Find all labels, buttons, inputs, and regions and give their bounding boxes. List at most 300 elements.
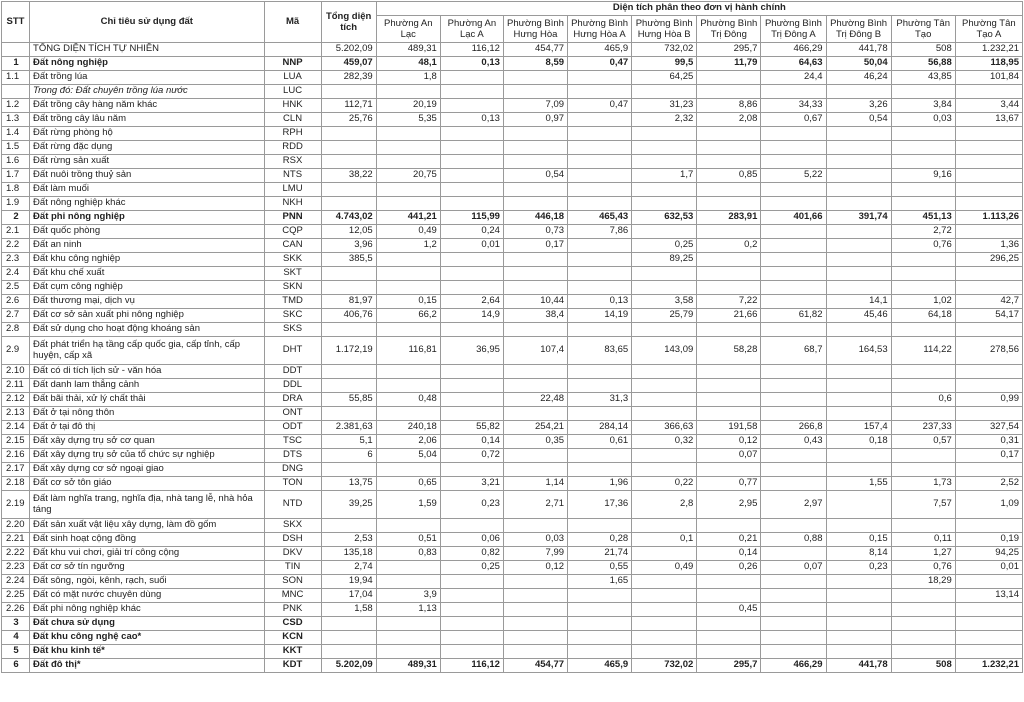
row-ward-value: 64,25	[632, 71, 697, 85]
row-ward-value	[761, 155, 826, 169]
row-ward-value: 454,77	[503, 659, 567, 673]
row-stt: 2	[2, 211, 30, 225]
row-ward-value	[503, 603, 567, 617]
row-ward-value	[632, 393, 697, 407]
row-ward-value: 61,82	[761, 309, 826, 323]
row-ward-value: 0,31	[955, 435, 1022, 449]
row-ward-value	[632, 631, 697, 645]
row-ward-value: 8,14	[826, 547, 891, 561]
row-ward-value	[697, 183, 761, 197]
row-ward-value: 45,46	[826, 309, 891, 323]
row-ward-value: 0,17	[955, 449, 1022, 463]
row-code: DTS	[264, 449, 321, 463]
row-ward-value	[376, 267, 440, 281]
row-code	[264, 43, 321, 57]
table-row	[2, 617, 1023, 631]
row-name: Đất rừng phòng hộ	[30, 127, 264, 141]
row-total: 1.172,19	[321, 337, 376, 365]
table-row	[2, 99, 1023, 113]
row-ward-value: 327,54	[955, 421, 1022, 435]
row-ward-value: 0,73	[503, 225, 567, 239]
row-ward-value: 143,09	[632, 337, 697, 365]
row-ward-value: 8,59	[503, 57, 567, 71]
row-ward-value: 296,25	[955, 253, 1022, 267]
row-ward-value	[761, 631, 826, 645]
row-total	[321, 463, 376, 477]
row-ward-value: 2,64	[440, 295, 503, 309]
row-total: 17,04	[321, 589, 376, 603]
row-code: DRA	[264, 393, 321, 407]
row-ward-value: 1,73	[891, 477, 955, 491]
row-ward-value	[761, 281, 826, 295]
row-ward-value: 0,18	[826, 435, 891, 449]
row-ward-value	[826, 617, 891, 631]
row-ward-value	[955, 631, 1022, 645]
row-code: LMU	[264, 183, 321, 197]
row-name: Đất cơ sở tín ngưỡng	[30, 561, 264, 575]
row-ward-value	[632, 267, 697, 281]
row-stt: 2.25	[2, 589, 30, 603]
header-ward: Phường Bình Trị Đông	[697, 16, 761, 43]
row-ward-value	[440, 463, 503, 477]
row-stt: 2.1	[2, 225, 30, 239]
row-ward-value: 64,18	[891, 309, 955, 323]
row-ward-value: 1,36	[955, 239, 1022, 253]
row-code: NTS	[264, 169, 321, 183]
row-ward-value: 0,23	[826, 561, 891, 575]
row-stt: 1.6	[2, 155, 30, 169]
row-ward-value: 2,52	[955, 477, 1022, 491]
row-ward-value	[503, 449, 567, 463]
table-row	[2, 407, 1023, 421]
row-ward-value	[826, 127, 891, 141]
row-total	[321, 197, 376, 211]
header-ward: Phường Tân Tạo	[891, 16, 955, 43]
row-ward-value	[376, 365, 440, 379]
row-ward-value: 17,36	[568, 491, 632, 519]
row-ward-value: 83,65	[568, 337, 632, 365]
row-total	[321, 127, 376, 141]
row-ward-value	[440, 617, 503, 631]
row-code: ONT	[264, 407, 321, 421]
row-ward-value: 0,14	[697, 547, 761, 561]
row-ward-value	[440, 645, 503, 659]
row-code: DNG	[264, 463, 321, 477]
row-stt: 4	[2, 631, 30, 645]
row-ward-value: 0,06	[440, 533, 503, 547]
row-total	[321, 519, 376, 533]
row-ward-value: 11,79	[697, 57, 761, 71]
table-row	[2, 645, 1023, 659]
row-ward-value	[697, 141, 761, 155]
row-stt: 1.1	[2, 71, 30, 85]
row-stt: 2.19	[2, 491, 30, 519]
row-ward-value: 5,22	[761, 169, 826, 183]
row-ward-value	[632, 519, 697, 533]
row-stt: 2.5	[2, 281, 30, 295]
table-row	[2, 225, 1023, 239]
row-stt: 1.8	[2, 183, 30, 197]
row-code: NTD	[264, 491, 321, 519]
row-stt: 2.23	[2, 561, 30, 575]
row-ward-value	[891, 323, 955, 337]
row-ward-value	[568, 645, 632, 659]
row-ward-value: 0,88	[761, 533, 826, 547]
header-ward: Phường Bình Hưng Hòa B	[632, 16, 697, 43]
row-ward-value: 1.232,21	[955, 43, 1022, 57]
row-ward-value	[503, 71, 567, 85]
row-ward-value	[568, 239, 632, 253]
row-ward-value	[697, 253, 761, 267]
row-ward-value	[632, 575, 697, 589]
row-ward-value: 66,2	[376, 309, 440, 323]
row-ward-value: 21,66	[697, 309, 761, 323]
row-ward-value	[955, 603, 1022, 617]
row-ward-value: 3,9	[376, 589, 440, 603]
row-ward-value	[632, 281, 697, 295]
row-stt: 3	[2, 617, 30, 631]
row-stt: 2.6	[2, 295, 30, 309]
row-ward-value	[440, 631, 503, 645]
row-name: Đất ở tại nông thôn	[30, 407, 264, 421]
row-ward-value: 489,31	[376, 659, 440, 673]
row-total: 112,71	[321, 99, 376, 113]
row-code: CSD	[264, 617, 321, 631]
table-row	[2, 323, 1023, 337]
row-name: Đất sinh hoạt cộng đồng	[30, 533, 264, 547]
row-ward-value: 401,66	[761, 211, 826, 225]
row-name: Đất làm nghĩa trang, nghĩa địa, nhà tang lễ, nhà hỏa táng	[30, 491, 264, 519]
row-ward-value	[440, 141, 503, 155]
row-ward-value	[568, 323, 632, 337]
row-ward-value: 7,57	[891, 491, 955, 519]
row-ward-value	[440, 379, 503, 393]
row-ward-value	[955, 197, 1022, 211]
row-ward-value	[891, 281, 955, 295]
header-criteria: Chỉ tiêu sử dụng đất	[30, 2, 264, 43]
row-ward-value	[503, 127, 567, 141]
row-code: SKK	[264, 253, 321, 267]
row-ward-value: 0,1	[632, 533, 697, 547]
row-ward-value	[568, 463, 632, 477]
row-ward-value	[568, 113, 632, 127]
row-stt: 2.11	[2, 379, 30, 393]
header-code: Mã	[264, 2, 321, 43]
row-ward-value	[632, 197, 697, 211]
row-code: SKS	[264, 323, 321, 337]
table-row	[2, 197, 1023, 211]
row-stt: 2.17	[2, 463, 30, 477]
row-ward-value	[761, 267, 826, 281]
row-ward-value: 0,76	[891, 239, 955, 253]
table-row	[2, 393, 1023, 407]
table-row	[2, 547, 1023, 561]
row-ward-value: 7,86	[568, 225, 632, 239]
row-name: Đất phi nông nghiệp	[30, 211, 264, 225]
row-ward-value	[697, 267, 761, 281]
table-row	[2, 169, 1023, 183]
row-total: 13,75	[321, 477, 376, 491]
row-ward-value	[826, 407, 891, 421]
row-stt: 2.26	[2, 603, 30, 617]
table-row	[2, 477, 1023, 491]
row-ward-value	[955, 267, 1022, 281]
row-code: DHT	[264, 337, 321, 365]
row-ward-value	[568, 379, 632, 393]
row-ward-value	[440, 407, 503, 421]
row-total: 25,76	[321, 113, 376, 127]
row-ward-value	[826, 281, 891, 295]
row-ward-value: 0,35	[503, 435, 567, 449]
header-ward: Phường Bình Trị Đông B	[826, 16, 891, 43]
row-name: Đất trồng cây hàng năm khác	[30, 99, 264, 113]
row-stt: 5	[2, 645, 30, 659]
row-ward-value: 0,49	[632, 561, 697, 575]
row-name: Đất phát triển hạ tầng cấp quốc gia, cấp tỉnh, cấp huyện, cấp xã	[30, 337, 264, 365]
row-ward-value	[826, 519, 891, 533]
row-ward-value: 54,17	[955, 309, 1022, 323]
row-ward-value: 118,95	[955, 57, 1022, 71]
row-ward-value	[568, 169, 632, 183]
row-ward-value	[568, 617, 632, 631]
table-row	[2, 589, 1023, 603]
row-ward-value: 0,47	[568, 99, 632, 113]
row-ward-value: 0,12	[503, 561, 567, 575]
row-ward-value	[503, 407, 567, 421]
row-code: CLN	[264, 113, 321, 127]
row-total	[321, 365, 376, 379]
row-ward-value: 0,47	[568, 57, 632, 71]
row-ward-value: 465,9	[568, 659, 632, 673]
row-ward-value	[697, 281, 761, 295]
row-ward-value	[632, 407, 697, 421]
row-name: Đất cơ sở tôn giáo	[30, 477, 264, 491]
row-stt: 1.4	[2, 127, 30, 141]
row-ward-value	[761, 379, 826, 393]
row-ward-value	[632, 589, 697, 603]
row-ward-value: 0,26	[697, 561, 761, 575]
row-ward-value	[891, 197, 955, 211]
row-ward-value: 0,43	[761, 435, 826, 449]
row-ward-value	[440, 197, 503, 211]
table-row	[2, 127, 1023, 141]
row-ward-value	[891, 519, 955, 533]
row-ward-value	[376, 407, 440, 421]
row-ward-value	[503, 85, 567, 99]
row-ward-value: 0,32	[632, 435, 697, 449]
row-ward-value	[761, 407, 826, 421]
row-ward-value: 5,04	[376, 449, 440, 463]
row-ward-value: 3,44	[955, 99, 1022, 113]
row-ward-value	[632, 617, 697, 631]
row-ward-value	[891, 141, 955, 155]
row-name: Đất làm muối	[30, 183, 264, 197]
row-ward-value	[826, 85, 891, 99]
row-ward-value: 266,8	[761, 421, 826, 435]
row-name: Đất danh lam thắng cảnh	[30, 379, 264, 393]
row-code: SKN	[264, 281, 321, 295]
row-name: Đất sông, ngòi, kênh, rạch, suối	[30, 575, 264, 589]
row-ward-value: 466,29	[761, 43, 826, 57]
row-ward-value: 50,04	[826, 57, 891, 71]
row-ward-value	[376, 85, 440, 99]
row-ward-value: 0,03	[891, 113, 955, 127]
row-total: 81,97	[321, 295, 376, 309]
row-ward-value: 441,21	[376, 211, 440, 225]
row-stt: 2.10	[2, 365, 30, 379]
row-ward-value	[632, 603, 697, 617]
row-ward-value: 99,5	[632, 57, 697, 71]
row-stt: 2.15	[2, 435, 30, 449]
row-code: NNP	[264, 57, 321, 71]
row-ward-value	[632, 463, 697, 477]
row-ward-value: 36,95	[440, 337, 503, 365]
row-total: 406,76	[321, 309, 376, 323]
row-ward-value	[440, 281, 503, 295]
row-ward-value	[697, 645, 761, 659]
row-total: 5,1	[321, 435, 376, 449]
row-ward-value	[440, 85, 503, 99]
row-ward-value	[697, 407, 761, 421]
row-ward-value: 508	[891, 43, 955, 57]
row-ward-value	[826, 323, 891, 337]
row-name: Đất ở tại đô thị	[30, 421, 264, 435]
row-code: CAN	[264, 239, 321, 253]
row-ward-value: 465,43	[568, 211, 632, 225]
row-name: Đất cơ sở sản xuất phi nông nghiệp	[30, 309, 264, 323]
row-ward-value	[955, 463, 1022, 477]
row-ward-value	[632, 645, 697, 659]
row-code: HNK	[264, 99, 321, 113]
row-ward-value: 56,88	[891, 57, 955, 71]
row-ward-value	[568, 519, 632, 533]
row-ward-value	[568, 267, 632, 281]
row-ward-value: 43,85	[891, 71, 955, 85]
row-ward-value	[697, 85, 761, 99]
row-total	[321, 645, 376, 659]
row-ward-value: 0,54	[503, 169, 567, 183]
row-ward-value: 508	[891, 659, 955, 673]
row-stt: 2.13	[2, 407, 30, 421]
row-ward-value: 0,85	[697, 169, 761, 183]
row-ward-value	[955, 575, 1022, 589]
row-ward-value	[826, 155, 891, 169]
row-ward-value: 14,9	[440, 309, 503, 323]
row-ward-value: 0,82	[440, 547, 503, 561]
row-total: 459,07	[321, 57, 376, 71]
table-row	[2, 337, 1023, 365]
row-ward-value: 0,07	[761, 561, 826, 575]
row-total: 55,85	[321, 393, 376, 407]
row-ward-value: 107,4	[503, 337, 567, 365]
row-ward-value	[891, 589, 955, 603]
row-ward-value: 164,53	[826, 337, 891, 365]
row-total	[321, 617, 376, 631]
row-ward-value: 391,74	[826, 211, 891, 225]
row-name: Đất khu vui chơi, giải trí công cộng	[30, 547, 264, 561]
row-ward-value	[440, 169, 503, 183]
row-ward-value	[568, 71, 632, 85]
row-total	[321, 379, 376, 393]
row-stt: 2.18	[2, 477, 30, 491]
row-ward-value	[891, 463, 955, 477]
row-ward-value	[376, 253, 440, 267]
row-ward-value	[761, 477, 826, 491]
row-name: Đất thương mại, dịch vụ	[30, 295, 264, 309]
row-code: ODT	[264, 421, 321, 435]
table-row	[2, 113, 1023, 127]
row-ward-value	[955, 225, 1022, 239]
row-ward-value	[632, 365, 697, 379]
row-ward-value	[761, 225, 826, 239]
header-ward: Phường Bình Hưng Hòa A	[568, 16, 632, 43]
row-ward-value	[440, 127, 503, 141]
row-ward-value	[955, 645, 1022, 659]
row-ward-value	[568, 407, 632, 421]
row-total	[321, 281, 376, 295]
row-ward-value: 0,15	[376, 295, 440, 309]
row-ward-value	[891, 253, 955, 267]
row-total: 1,58	[321, 603, 376, 617]
row-ward-value: 0,14	[440, 435, 503, 449]
row-ward-value	[955, 407, 1022, 421]
row-ward-value	[891, 365, 955, 379]
row-ward-value: 1,13	[376, 603, 440, 617]
row-ward-value: 2,71	[503, 491, 567, 519]
row-name: Đất khu công nghệ cao*	[30, 631, 264, 645]
row-name: Đất trồng lúa	[30, 71, 264, 85]
row-name: Đất nông nghiệp	[30, 57, 264, 71]
row-name: Đất có di tích lịch sử - văn hóa	[30, 365, 264, 379]
row-ward-value	[503, 617, 567, 631]
row-ward-value: 7,99	[503, 547, 567, 561]
row-ward-value: 42,7	[955, 295, 1022, 309]
row-ward-value: 0,45	[697, 603, 761, 617]
row-ward-value: 451,13	[891, 211, 955, 225]
table-row	[2, 211, 1023, 225]
row-ward-value	[891, 631, 955, 645]
row-total: 3,96	[321, 239, 376, 253]
row-ward-value: 2,72	[891, 225, 955, 239]
row-ward-value: 2,97	[761, 491, 826, 519]
row-ward-value: 5,35	[376, 113, 440, 127]
row-total	[321, 407, 376, 421]
header-total: Tổng diện tích	[321, 2, 376, 43]
row-ward-value: 0,07	[697, 449, 761, 463]
row-name: Đất sử dụng cho hoạt động khoáng sản	[30, 323, 264, 337]
row-ward-value: 116,81	[376, 337, 440, 365]
row-ward-value	[568, 155, 632, 169]
row-ward-value	[697, 617, 761, 631]
row-stt: 2.8	[2, 323, 30, 337]
row-ward-value	[503, 183, 567, 197]
row-name: Đất cụm công nghiệp	[30, 281, 264, 295]
row-ward-value	[826, 645, 891, 659]
row-ward-value: 25,79	[632, 309, 697, 323]
row-ward-value	[440, 183, 503, 197]
row-code: NKH	[264, 197, 321, 211]
row-ward-value: 0,54	[826, 113, 891, 127]
row-ward-value	[826, 491, 891, 519]
row-ward-value	[376, 183, 440, 197]
row-name: Đất có mặt nước chuyên dùng	[30, 589, 264, 603]
row-ward-value: 732,02	[632, 659, 697, 673]
row-ward-value: 20,75	[376, 169, 440, 183]
row-name: Đất khu chế xuất	[30, 267, 264, 281]
row-total: 12,05	[321, 225, 376, 239]
row-stt: 2.3	[2, 253, 30, 267]
row-ward-value	[891, 267, 955, 281]
